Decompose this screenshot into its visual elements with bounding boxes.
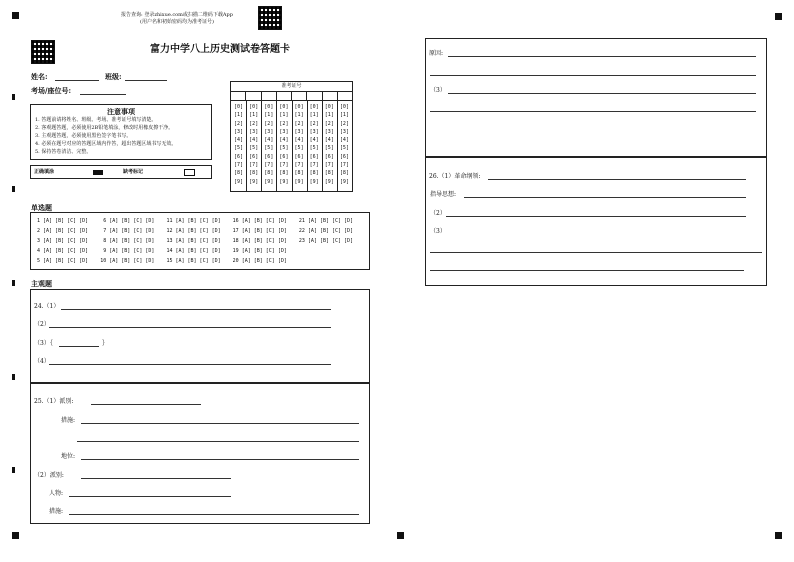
exam-digit-bubble[interactable]: [2] (339, 120, 349, 127)
name-label: 姓名: (31, 72, 48, 81)
mc-row[interactable]: 5 [A] [B] [C] [D] 10 [A] [B] [C] [D] 15 [A] [B] [C] [D] 20 [A] [B] [C] [D] (37, 258, 287, 264)
note-item: 3. 主观题答题，必须使用黑色签字笔书写。 (35, 133, 132, 139)
exam-digit-bubble[interactable]: [0] (249, 104, 259, 110)
exam-digit-bubble[interactable]: [2] (324, 120, 334, 127)
exam-digit-bubble[interactable]: [7] (264, 162, 274, 169)
exam-digit-bubble[interactable]: [7] (309, 162, 319, 169)
exam-digit-bubble[interactable]: [9] (264, 178, 274, 185)
registration-mark (12, 186, 15, 192)
right-top-box (425, 38, 767, 157)
answer-line[interactable] (69, 496, 231, 497)
qr-code (31, 40, 55, 64)
exam-digit-bubble[interactable]: [9] (279, 178, 289, 185)
exam-digit-bubble[interactable]: [0] (294, 104, 304, 110)
q25-people: 人物: (49, 490, 64, 497)
exam-digit-bubble[interactable]: [3] (234, 128, 244, 135)
q25-part1: 25.（1）派别: (34, 398, 74, 405)
column-divider (337, 101, 338, 191)
mc-row[interactable]: 2 [A] [B] [C] [D] 7 [A] [B] [C] [D] 12 [A] [B] [C] [D] 17 [A] [B] [C] [D] 22 [A] [B] [C] [D] (37, 228, 354, 234)
exam-digit-bubble[interactable]: [6] (294, 153, 304, 160)
exam-digit-bubble[interactable]: [4] (294, 137, 304, 144)
notes-title: 注意事项 (107, 107, 135, 116)
exam-digit-bubble[interactable]: [9] (309, 178, 319, 185)
answer-line[interactable] (430, 252, 762, 253)
answer-line[interactable] (61, 309, 331, 310)
exam-number-box (230, 81, 353, 192)
q25-box (30, 383, 370, 524)
exam-digit-bubble[interactable]: [4] (279, 137, 289, 144)
note-item: 1. 答题前请将姓名、班级、考场、准考证号填写清楚。 (35, 117, 157, 123)
answer-line[interactable] (91, 404, 201, 405)
exam-digit-column (248, 103, 259, 186)
page-title: 富力中学八上历史测试卷答题卡 (150, 44, 290, 55)
q26-ideology: 指导思想: (430, 191, 457, 198)
exam-digit-bubble[interactable]: [5] (339, 145, 349, 152)
exam-digit-bubble[interactable]: [3] (324, 128, 334, 135)
class-label: 班级: (105, 72, 122, 81)
exam-digit-bubble[interactable]: [8] (279, 170, 289, 177)
exam-digit-bubble[interactable]: [7] (234, 162, 244, 169)
absent-bubble-icon[interactable] (184, 169, 195, 176)
exam-digit-bubble[interactable]: [5] (309, 145, 319, 152)
exam-digit-bubble[interactable]: [6] (264, 153, 274, 160)
exam-digit-bubble[interactable]: [4] (264, 137, 274, 144)
answer-line[interactable] (81, 459, 359, 460)
column-divider (276, 101, 277, 191)
seat-field[interactable] (80, 94, 126, 95)
exam-digit-bubble[interactable]: [5] (264, 145, 274, 152)
answer-line[interactable] (59, 346, 99, 347)
registration-mark (12, 467, 15, 473)
registration-mark (12, 280, 15, 286)
exam-digit-bubble[interactable]: [8] (309, 170, 319, 177)
fill-example-box (30, 165, 212, 179)
answer-line[interactable] (77, 441, 359, 442)
registration-mark (12, 94, 15, 100)
answer-line[interactable] (69, 514, 359, 515)
registration-mark (397, 532, 404, 539)
registration-mark (12, 374, 15, 380)
q24-part1: 24.（1） (34, 303, 60, 310)
exam-digit-column (233, 103, 244, 186)
answer-line[interactable] (49, 327, 331, 328)
exam-digit-bubble[interactable]: [5] (294, 145, 304, 152)
q26-box (425, 157, 767, 286)
exam-digit-bubble[interactable]: [2] (234, 120, 244, 127)
exam-digit-column (309, 103, 320, 186)
q24-box (30, 289, 370, 383)
note-item: 4. 必须在题号对应的答题区域内作答，超出答题区域书写无效。 (35, 141, 177, 147)
answer-line[interactable] (49, 364, 331, 365)
exam-digit-bubble[interactable]: [2] (309, 120, 319, 127)
column-divider (246, 101, 247, 191)
exam-digit-bubble[interactable]: [7] (324, 162, 334, 169)
exam-digit-bubble[interactable]: [7] (339, 162, 349, 169)
mc-row[interactable]: 4 [A] [B] [C] [D] 9 [A] [B] [C] [D] 14 [A] [B] [C] [D] 19 [A] [B] [C] [D] (37, 248, 287, 254)
exam-number-columns (231, 101, 352, 191)
answer-line[interactable] (464, 197, 746, 198)
exam-digit-bubble[interactable]: [8] (324, 170, 334, 177)
exam-digit-bubble[interactable]: [1] (264, 112, 274, 119)
answer-line[interactable] (430, 111, 756, 112)
exam-digit-column (263, 103, 274, 186)
q26-part3: （3） (430, 228, 446, 235)
exam-digit-bubble[interactable]: [1] (324, 112, 334, 119)
exam-digit-bubble[interactable]: [4] (324, 137, 334, 144)
registration-mark (12, 12, 19, 19)
exam-digit-bubble[interactable]: [2] (294, 120, 304, 127)
exam-digit-bubble[interactable]: [7] (279, 162, 289, 169)
exam-digit-bubble[interactable]: [1] (294, 112, 304, 119)
exam-digit-bubble[interactable]: [3] (249, 128, 259, 135)
absent-label: 缺考标记 (123, 169, 144, 175)
exam-digit-bubble[interactable]: [4] (309, 137, 319, 144)
answer-line[interactable] (430, 270, 744, 271)
exam-digit-bubble[interactable]: [9] (234, 178, 244, 185)
answer-line[interactable] (488, 179, 746, 180)
note-item: 5. 保持答卷清洁、完整。 (35, 149, 92, 155)
exam-digit-bubble[interactable]: [6] (309, 153, 319, 160)
exam-digit-bubble[interactable]: [9] (294, 178, 304, 185)
exam-digit-bubble[interactable]: [3] (279, 128, 289, 135)
fill-correct-label: 正确填涂 (34, 169, 55, 175)
report-hint: 报告查询: 登录zhixue.com或扫描二维码下载App (121, 12, 233, 18)
answer-line[interactable] (81, 478, 231, 479)
name-field[interactable] (55, 80, 99, 81)
exam-digit-bubble[interactable]: [8] (249, 170, 259, 177)
exam-digit-bubble[interactable]: [1] (279, 112, 289, 119)
exam-digit-bubble[interactable]: [0] (309, 104, 319, 110)
q25-status: 地位: (61, 453, 76, 460)
mc-row[interactable]: 3 [A] [B] [C] [D] 8 [A] [B] [C] [D] 13 [A] [B] [C] [D] 18 [A] [B] [C] [D] 23 [A] [B] [C] [D] (37, 238, 354, 244)
q25-measures: 措施: (61, 417, 76, 424)
exam-digit-bubble[interactable]: [0] (279, 104, 289, 110)
exam-digit-bubble[interactable]: [8] (234, 170, 244, 177)
exam-digit-bubble[interactable]: [6] (324, 153, 334, 160)
column-divider (307, 101, 308, 191)
exam-digit-bubble[interactable]: [0] (264, 104, 274, 110)
exam-digit-bubble[interactable]: [3] (309, 128, 319, 135)
answer-line[interactable] (448, 93, 756, 94)
exam-digit-bubble[interactable]: [8] (264, 170, 274, 177)
exam-digit-bubble[interactable]: [8] (294, 170, 304, 177)
column-divider (292, 101, 293, 191)
q24-part3-close: ｝ (102, 340, 109, 347)
q25-part2: （2）派别: (34, 472, 64, 479)
exam-digit-bubble[interactable]: [2] (264, 120, 274, 127)
exam-digit-bubble[interactable]: [3] (294, 128, 304, 135)
subjective-section-title: 主观题 (31, 279, 52, 288)
column-divider (322, 101, 323, 191)
exam-digit-bubble[interactable]: [7] (294, 162, 304, 169)
exam-digit-bubble[interactable]: [0] (324, 104, 334, 110)
exam-digit-bubble[interactable]: [1] (234, 112, 244, 119)
q24-part2: （2） (34, 321, 50, 328)
exam-digit-bubble[interactable]: [0] (339, 104, 349, 110)
exam-digit-bubble[interactable]: [2] (279, 120, 289, 127)
exam-digit-bubble[interactable]: [8] (339, 170, 349, 177)
exam-digit-bubble[interactable]: [3] (339, 128, 349, 135)
class-field[interactable] (125, 80, 167, 81)
exam-digit-bubble[interactable]: [0] (234, 104, 244, 110)
answer-line[interactable] (448, 56, 756, 57)
exam-digit-bubble[interactable]: [4] (234, 137, 244, 144)
exam-digit-bubble[interactable]: [2] (249, 120, 259, 127)
filled-bubble-icon (93, 170, 103, 175)
mc-section-title: 单选题 (31, 203, 52, 212)
reason-label: 原因: (429, 50, 444, 57)
exam-digit-bubble[interactable]: [6] (339, 153, 349, 160)
exam-digit-bubble[interactable]: [9] (324, 178, 334, 185)
login-hint: (用户名和初始密码均为准考证号) (140, 19, 214, 25)
exam-digit-bubble[interactable]: [4] (339, 137, 349, 144)
exam-digit-bubble[interactable]: [6] (249, 153, 259, 160)
exam-digit-bubble[interactable]: [1] (339, 112, 349, 119)
exam-digit-column (324, 103, 335, 186)
answer-line[interactable] (446, 216, 746, 217)
q26-part1: 26.（1）革命纲领: (429, 173, 481, 180)
exam-digit-bubble[interactable]: [1] (249, 112, 259, 119)
exam-digit-bubble[interactable]: [9] (339, 178, 349, 185)
mc-row[interactable]: 1 [A] [B] [C] [D] 6 [A] [B] [C] [D] 11 [A] [B] [C] [D] 16 [A] [B] [C] [D] 21 [A] [B] [C] [D] (37, 218, 354, 224)
q25-measures-2: 措施: (49, 508, 64, 515)
exam-digit-bubble[interactable]: [5] (279, 145, 289, 152)
exam-digit-column (278, 103, 289, 186)
seat-label: 考场/座位号: (31, 86, 72, 95)
exam-digit-bubble[interactable]: [9] (249, 178, 259, 185)
exam-digit-bubble[interactable]: [3] (264, 128, 274, 135)
mc-answer-box (30, 212, 370, 270)
exam-digit-bubble[interactable]: [5] (234, 145, 244, 152)
column-divider (261, 101, 262, 191)
exam-digit-bubble[interactable]: [5] (324, 145, 334, 152)
q24-part3: （3）｛ (34, 340, 53, 347)
answer-line[interactable] (81, 423, 359, 424)
exam-digit-bubble[interactable]: [7] (249, 162, 259, 169)
exam-digit-bubble[interactable]: [4] (249, 137, 259, 144)
exam-digit-bubble[interactable]: [6] (279, 153, 289, 160)
registration-mark (775, 13, 782, 20)
exam-digit-column (339, 103, 350, 186)
qr-code (258, 6, 282, 30)
answer-line[interactable] (430, 75, 756, 76)
q24-part4: （4） (34, 358, 50, 365)
exam-digit-bubble[interactable]: [6] (234, 153, 244, 160)
exam-digit-column (294, 103, 305, 186)
q26-part2: （2） (430, 210, 446, 217)
notes-box (30, 104, 212, 160)
registration-mark (775, 532, 782, 539)
exam-number-title: 准考证号 (231, 82, 352, 92)
part3-label: （3） (430, 87, 446, 94)
exam-digit-bubble[interactable]: [5] (249, 145, 259, 152)
note-item: 2. 客观题答题，必须使用2B铅笔填涂，修改时用橡皮擦干净。 (35, 125, 174, 131)
exam-digit-bubble[interactable]: [1] (309, 112, 319, 119)
registration-mark (12, 532, 19, 539)
